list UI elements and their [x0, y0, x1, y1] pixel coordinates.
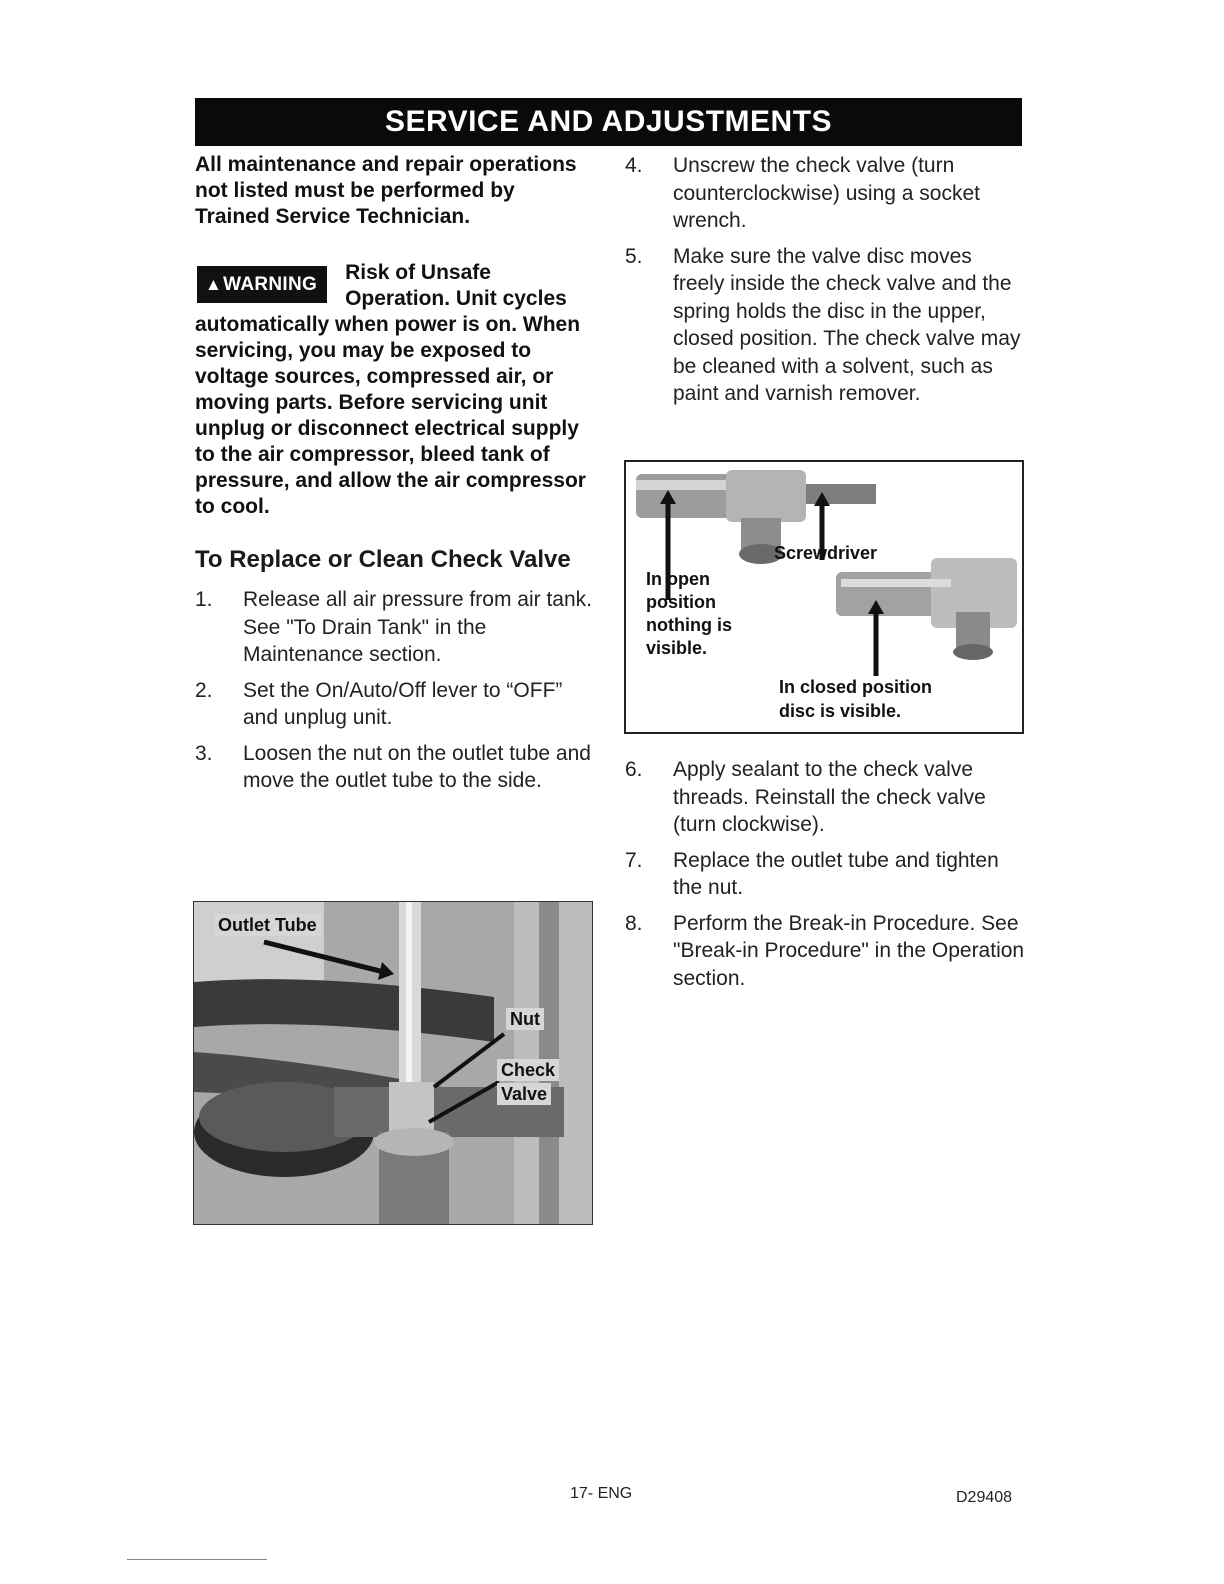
step-text: Apply sealant to the check valve threads. Reinstall the check valve (turn clockwise). [673, 758, 986, 836]
label-open-2: position [646, 592, 716, 612]
document-code: D29408 [956, 1489, 1013, 1506]
step-item [625, 847, 1025, 902]
step-text: Make sure the valve disc moves freely inside the check valve and the spring holds the disc in the upper, closed position. The check valve may be cleaned with a solvent, such as paint and varnish remover. [673, 244, 1021, 405]
page-number: 17- ENG [570, 1485, 633, 1502]
step-number: 7. [625, 848, 643, 872]
warning-text: Risk of Unsafe Operation. Unit cycles automatically when power is on. When servicing, you may be exposed to voltage sources, compressed air, or moving parts. Before servicing unit unplug or disconnect electrical supply to the air compressor, bleed tank of pressure, and allow the air compressor to cool. [195, 261, 586, 518]
outlet-tube-photo [193, 901, 593, 1225]
step-number: 8. [625, 911, 643, 935]
step-item [195, 677, 595, 732]
step-number: 2. [195, 678, 213, 702]
right-column-lower [625, 756, 1025, 1000]
warning-block [195, 260, 595, 520]
label-open-4: visible. [646, 638, 708, 658]
steps-list-right-bottom [625, 756, 1025, 992]
step-number: 4. [625, 154, 643, 177]
label-check: Check [497, 1059, 559, 1081]
label-nut: Nut [506, 1008, 544, 1030]
footnote-divider [127, 1559, 267, 1560]
steps-list-right-top [625, 152, 1025, 408]
label-valve: Valve [497, 1083, 551, 1105]
step-text: Unscrew the check valve (turn counterclockwise) using a socket wrench. [673, 154, 980, 232]
step-item [195, 740, 595, 795]
label-screwdriver: Screwdriver [774, 543, 878, 563]
step-item [195, 586, 595, 669]
right-column [625, 152, 1025, 416]
warning-badge-label: WARNING [223, 274, 318, 295]
step-number: 3. [195, 741, 213, 765]
step-text: Loosen the nut on the outlet tube and move the outlet tube to the side. [243, 741, 591, 792]
check-valve-photo [624, 460, 1024, 734]
intro-note: All maintenance and repair operations not listed must be performed by Trained Service Technician. [195, 153, 577, 228]
step-number: 1. [195, 588, 213, 611]
step-item [625, 152, 1025, 235]
section-header: SERVICE AND ADJUSTMENTS [195, 98, 1022, 146]
step-number: 6. [625, 758, 643, 781]
step-item [625, 910, 1025, 993]
step-item [625, 243, 1025, 408]
label-closed-1: In closed position [779, 677, 933, 697]
label-closed-2: disc is visible. [779, 701, 902, 721]
label-open-3: nothing is [646, 615, 732, 635]
step-text: Release all air pressure from air tank. See "To Drain Tank" in the Maintenance section. [243, 588, 592, 666]
step-number: 5. [625, 244, 643, 268]
step-text: Set the On/Auto/Off lever to “OFF” and unplug unit. [243, 678, 563, 729]
steps-list-left [195, 586, 595, 795]
step-text: Replace the outlet tube and tighten the nut. [673, 848, 999, 899]
step-text: Perform the Break-in Procedure. See "Break-in Procedure" in the Operation section. [673, 911, 1025, 990]
warning-triangle-icon: ▲ [205, 275, 223, 294]
section-title: To Replace or Clean Check Valve [195, 546, 571, 573]
label-open-1: In open [646, 569, 710, 589]
left-column [195, 152, 595, 803]
warning-badge [197, 266, 327, 303]
label-outlet-tube: Outlet Tube [214, 914, 321, 936]
step-item [625, 756, 1025, 839]
